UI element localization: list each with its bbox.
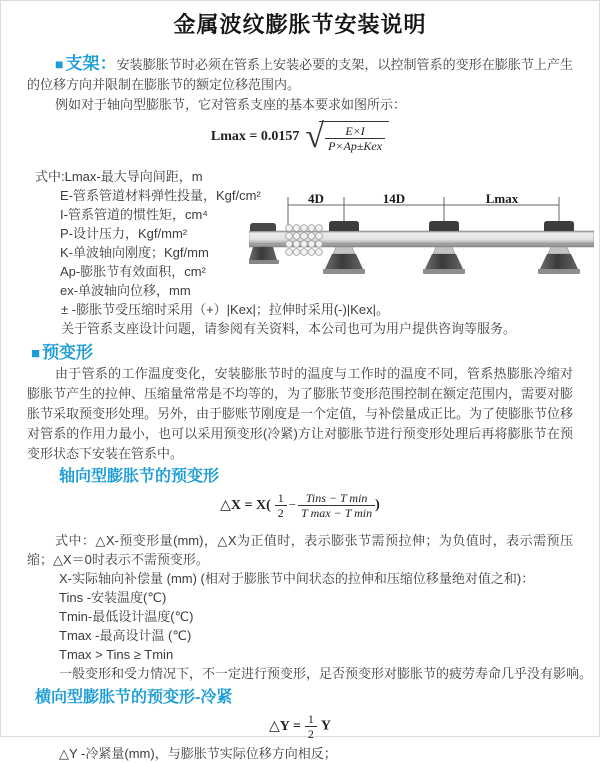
minus-operator: −: [288, 497, 297, 513]
axial-explain-paragraph: 式中：△X-预变形量(mm)，△X为正值时，表示膨张节需预拉伸；为负值时，表示需预压缩；△X＝0时表示不需预变形。: [27, 532, 573, 567]
support-intro-text: 安装膨胀节时必须在管系上安装必要的支架，以控制管系的变形在膨胀节上产生的位移方向并限制在膨胀节的额定位移范围内。: [27, 56, 573, 92]
definition-line: Ap-膨胀节有效面积，cm²: [60, 263, 206, 279]
definition-line: Tmax -最高设计温 (℃): [59, 627, 192, 643]
page-title: 金属波纹膨胀节安装说明: [173, 12, 427, 37]
support-intro-paragraph: [27, 54, 573, 95]
half-denominator: 2: [307, 726, 314, 741]
pipe-support: [423, 221, 465, 274]
definition-line: K-单波轴向刚度；Kgf/mm: [60, 244, 209, 260]
dimension-lines: [288, 197, 559, 229]
formula-lhs: Lmax = 0.0157: [210, 128, 300, 144]
definition-line: 式中:Lmax-最大导向间距，m: [35, 168, 203, 184]
support-example-line: 例如对于轴向型膨胀节，它对管系支座的基本要求如图所示：: [55, 96, 407, 112]
document-page: [1, 11, 599, 761]
half-denominator: 2: [277, 505, 284, 520]
definition-line: I-管系管道的惯性矩，cm⁴: [60, 206, 208, 222]
plus-minus-note: ± -膨胀节受压缩时采用（+）|Kex|；拉伸时采用(-)|Kex|。: [61, 301, 389, 317]
half-numerator: 1: [305, 712, 317, 727]
definition-line: Tmax > Tins ≥ Tmin: [59, 646, 174, 662]
formula-numerator: E×I: [325, 124, 385, 139]
dim-label-14d: 14D: [382, 192, 406, 206]
pipe-support-diagram: [249, 193, 594, 293]
close-paren: ): [375, 497, 380, 513]
definition-line: 一般变形和受力情况下，不一定进行预变形，足否预变形对膨胀节的疲劳寿命几乎没有影响。: [59, 665, 593, 681]
consult-note: 关于管系支座设计问题，请参阅有关资料，本公司也可为用户提供咨询等服务。: [61, 320, 517, 336]
predeform-paragraph: 由于管系的工作温度变化，安装膨胀节时的温度与工作时的温度不同，管系热膨胀冷缩对膨胀节产生的拉伸、压缩量常常是不均等的，为了膨胀节变形范围控制在额定范围内，需要对膨胀节采取预变形处理。另外，由于膨账节刚度是一个定值，与补偿量成正比。为了使膨胀节位移对管系的作用力最小，也可以采用预变形(冷紧)方让对膨胀节进行预变形处理后再将膨胀节在预变形状态下安装在管系中。: [27, 365, 574, 461]
definition-line: X-实际轴向补偿量 (mm) (相对于膨胀节中间状态的拉伸和压缩位移量绝对值之和)：: [59, 570, 535, 586]
dim-label-lmax: Lmax: [485, 192, 519, 206]
formula-lhs: △Y =: [269, 718, 301, 734]
predeform-heading-label: 预变形: [42, 342, 94, 362]
lmax-formula: [1, 117, 599, 159]
predeform-section-heading: [31, 342, 599, 364]
temp-numerator: Tins − T min: [298, 491, 375, 506]
support-section-heading: 支架：: [65, 53, 117, 73]
lateral-note: △Y -冷紧量(mm)，与膨胀节实际位移方向相反；: [59, 745, 337, 761]
radical: [305, 117, 389, 155]
section-square-icon: ■: [31, 344, 41, 362]
definition-line: ex-单波轴向位移，mm: [60, 282, 191, 298]
formula-rhs: Y: [320, 718, 331, 734]
half-numerator: 1: [275, 491, 287, 506]
formula-lhs: △X = X(: [220, 497, 271, 513]
definition-line: P-设计压力，Kgf/mm²: [60, 225, 188, 241]
section-square-icon: ■: [55, 55, 64, 72]
temp-denominator: T max − T min: [301, 505, 373, 520]
axial-subheading: 轴向型膨胀节的预变形: [59, 467, 220, 485]
axial-formula: [1, 489, 599, 527]
radical-sign-icon: √: [305, 117, 325, 155]
definition-line: Tmin-最低设计温度(℃): [59, 608, 194, 624]
definition-line: E-管系管道材料弹性投量，Kgf/cm²: [60, 187, 261, 203]
pipe-support: [323, 221, 365, 274]
formula-denominator: P×Ap±Kex: [328, 138, 383, 153]
lateral-subheading: 横向型膨胀节的预变形-冷紧: [35, 688, 233, 706]
pipe-support: [538, 221, 580, 274]
dim-label-4d: 4D: [308, 192, 324, 206]
definition-line: Tins -安装温度(℃): [59, 589, 167, 605]
definitions-and-diagram: [1, 167, 599, 300]
